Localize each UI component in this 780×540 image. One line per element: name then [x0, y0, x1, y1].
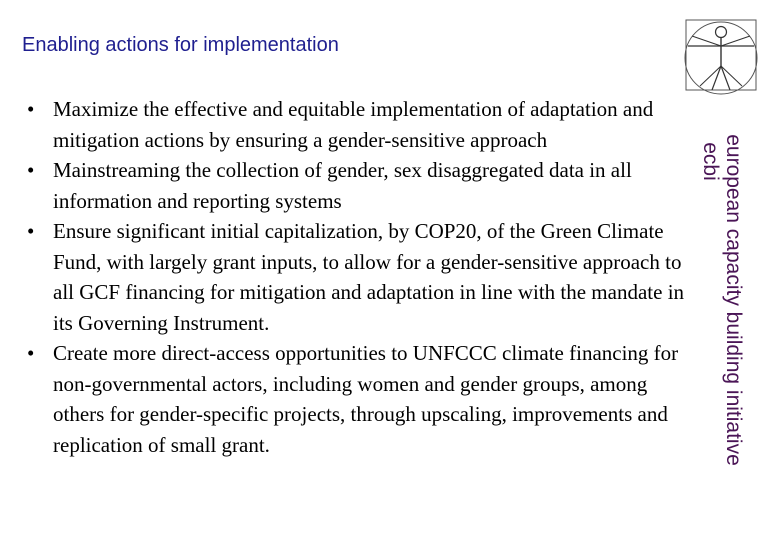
vertical-branding — [699, 134, 745, 466]
bullet-item-1 — [24, 94, 694, 155]
bullet-item-4 — [24, 338, 694, 460]
bullet-marker: • — [27, 158, 35, 182]
branding-acronym: ecbi — [699, 142, 722, 181]
bullet-item-2 — [24, 155, 694, 216]
bullet-marker: • — [27, 341, 35, 365]
bullet-text: Mainstreaming the collection of gender, sex disaggregated data in all information and reporting systems — [53, 158, 632, 213]
bullet-item-3 — [24, 216, 694, 338]
bullet-marker: • — [27, 97, 35, 121]
bullet-text: Create more direct-access opportunities to UNFCCC climate financing for non-governmental actors, including women and gender groups, among others for gender-specific projects, through upscaling, improvements and replication of small grant. — [53, 341, 679, 457]
branding-full-name: european capacity building initiative — [722, 134, 745, 466]
bullet-text: Ensure significant initial capitalization, by COP20, of the Green Climate Fund, with largely grant inputs, to allow for a gender-sensitive approach to all GCF financing for mitigation and adaptation in line with the mandate in its Governing Instrument. — [53, 219, 685, 335]
slide-title: Enabling actions for implementation — [22, 34, 339, 56]
bullet-text: Maximize the effective and equitable implementation of adaptation and mitigation actions by ensuring a gender-sensitive approach — [53, 97, 654, 152]
vitruvian-man-icon — [680, 14, 762, 96]
bullet-marker: • — [27, 219, 35, 243]
bullet-list — [24, 94, 694, 460]
